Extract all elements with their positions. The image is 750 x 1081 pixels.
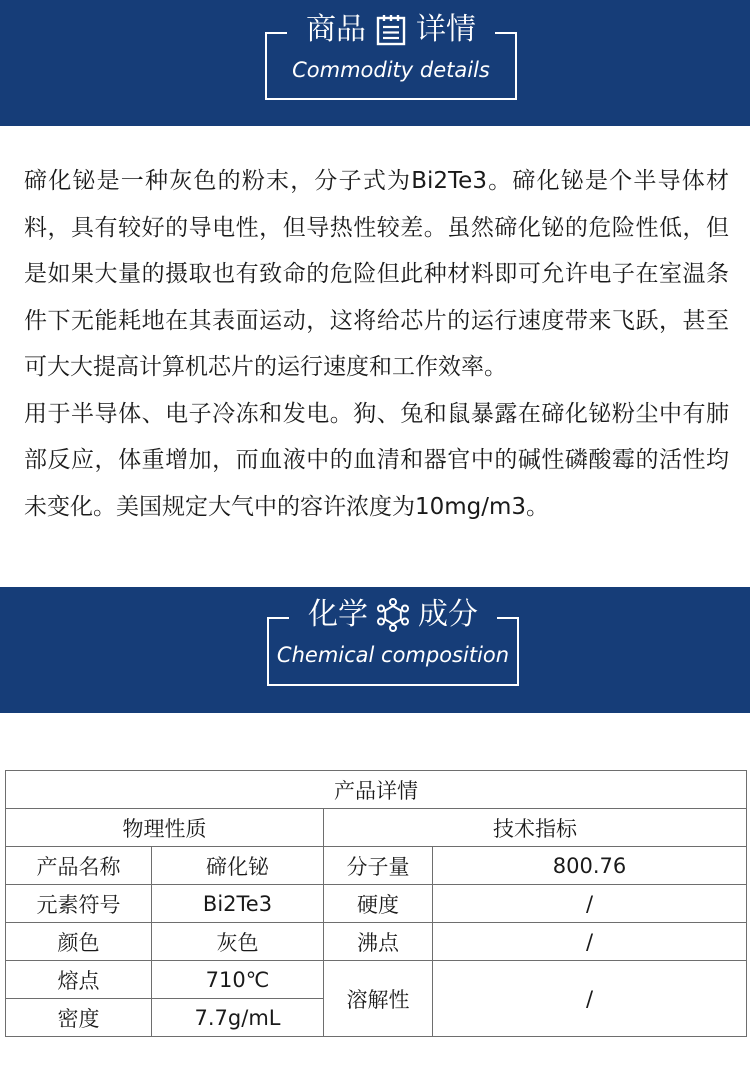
title-right: 详情	[416, 12, 476, 47]
section-title-en: Chemical composition	[276, 643, 510, 667]
table-cell: /	[433, 885, 747, 923]
section-title-en: Commodity details	[292, 58, 490, 82]
product-spec-table	[5, 770, 747, 1037]
table-cell: 溶解性	[324, 961, 433, 1037]
table-cell: Bi2Te3	[152, 885, 324, 923]
table-cell: 710℃	[152, 961, 324, 999]
table-cell: 沸点	[324, 923, 433, 961]
description-paragraph: 碲化铋是一种灰色的粉末，分子式为Bi2Te3。碲化铋是个半导体材料，具有较好的导电性，但导热性较差。虽然碲化铋的危险性低，但是如果大量的摄取也有致命的危险但此种材料即可允许电子在室温条件下无能耗地在其表面运动，这将给芯片的运行速度带来飞跃，甚至可大大提高计算机芯片的运行速度和工作效率。	[24, 168, 729, 380]
title-left: 化学	[308, 597, 368, 632]
table-cell: 800.76	[433, 847, 747, 885]
table-cell: 产品名称	[6, 847, 152, 885]
table-cell: 灰色	[152, 923, 324, 961]
table-row	[6, 809, 747, 847]
table-cell: 硬度	[324, 885, 433, 923]
section-title	[267, 10, 515, 50]
table-cell: 碲化铋	[152, 847, 324, 885]
table-cell: 密度	[6, 999, 152, 1037]
group-technical: 技术指标	[324, 809, 747, 847]
table-row	[6, 847, 747, 885]
table-row	[6, 885, 747, 923]
header-frame	[265, 12, 517, 100]
header-band-chemical	[0, 587, 750, 713]
header-band-commodity	[0, 0, 750, 126]
table-caption: 产品详情	[6, 771, 747, 809]
table-cell: /	[433, 961, 747, 1037]
table-row	[6, 923, 747, 961]
table-row	[6, 961, 747, 999]
table-cell: /	[433, 923, 747, 961]
table-cell: 颜色	[6, 923, 152, 961]
table-cell: 元素符号	[6, 885, 152, 923]
group-physical: 物理性质	[6, 809, 324, 847]
title-left: 商品	[306, 12, 366, 47]
table-cell: 熔点	[6, 961, 152, 999]
table-cell: 7.7g/mL	[152, 999, 324, 1037]
table-row	[6, 771, 747, 809]
description-paragraph: 用于半导体、电子冷冻和发电。狗、兔和鼠暴露在碲化铋粉尘中有肺部反应，体重增加，而血液中的血清和器官中的碱性磷酸霉的活性均未变化。美国规定大气中的容许浓度为10mg/m3。	[24, 400, 729, 520]
notepad-icon	[374, 13, 408, 47]
molecule-icon	[376, 598, 410, 632]
title-right: 成分	[418, 597, 478, 632]
section-title	[269, 595, 517, 635]
header-frame	[267, 597, 519, 686]
table-cell: 分子量	[324, 847, 433, 885]
product-description	[24, 158, 729, 530]
